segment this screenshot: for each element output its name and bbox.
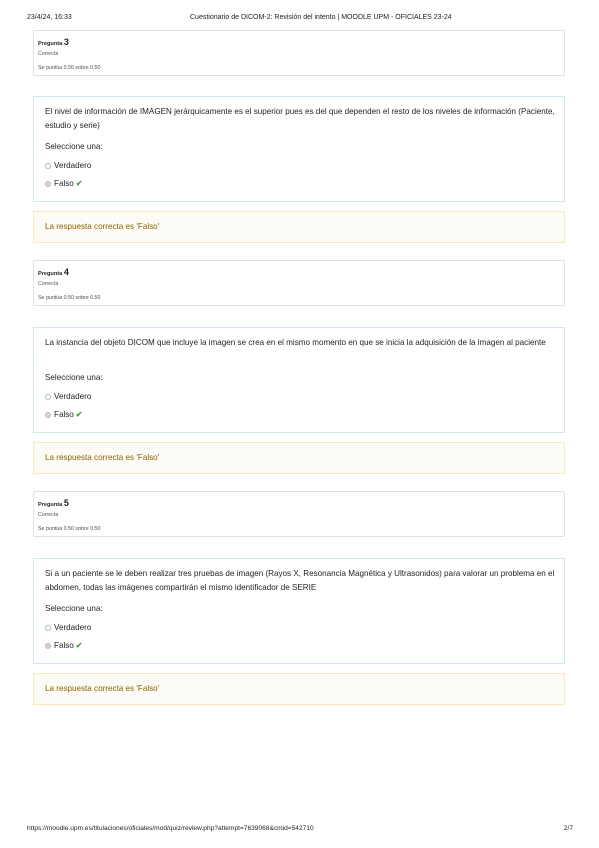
question-info-5: [33, 491, 565, 537]
page-number: 2/7: [563, 825, 573, 832]
correct-check-icon: ✔: [75, 641, 83, 650]
question-text: Si a un paciente se le deben realizar tres pruebas de imagen (Rayos X, Resonancia Magnética y Ultrasonidos) para valorar un problema en el abdomen, todas las imágenes compartirán el mismo identificador de SERIE: [45, 569, 555, 592]
question-text: El nivel de información de IMAGEN jerárquicamente es el superior pues es del que dependen el resto de los niveles de información (Paciente, estudio y serie): [45, 107, 555, 130]
option-verdadero[interactable]: [45, 161, 91, 170]
question-info-3: [33, 30, 565, 76]
correct-check-icon: ✔: [75, 179, 83, 188]
question-number: Pregunta 5: [38, 498, 69, 508]
option-label: Verdadero: [54, 161, 92, 170]
question-content-4: [33, 327, 565, 433]
question-state: Correcta: [38, 512, 59, 518]
question-content-5: [33, 558, 565, 664]
option-label: Verdadero: [54, 392, 92, 401]
correct-check-icon: ✔: [75, 410, 83, 419]
right-answer-feedback-4: [33, 442, 565, 474]
right-answer-text: La respuesta correcta es 'Falso': [45, 453, 160, 462]
print-title: Cuestionario de DICOM-2: Revisión del intento | MOODLE UPM - OFICIALES 23-24: [190, 14, 452, 21]
question-info-4: [33, 260, 565, 306]
question-number: Pregunta 4: [38, 267, 69, 277]
option-label: Falso: [54, 179, 74, 188]
radio-icon[interactable]: [45, 625, 51, 631]
answer-prompt: Seleccione una:: [45, 604, 103, 613]
option-falso[interactable]: [45, 179, 83, 188]
question-text: La instancia del objeto DICOM que incluye la imagen se crea en el mismo momento en que se inicia la adquisición de la imagen al paciente: [45, 338, 546, 347]
radio-checked-icon[interactable]: [45, 643, 51, 649]
question-grade: Se puntúa 0.50 sobre 0.50: [38, 526, 101, 532]
radio-checked-icon[interactable]: [45, 181, 51, 187]
question-state: Correcta: [38, 281, 59, 287]
option-label: Verdadero: [54, 623, 92, 632]
radio-icon[interactable]: [45, 163, 51, 169]
answer-prompt: Seleccione una:: [45, 142, 103, 151]
question-number: Pregunta 3: [38, 37, 69, 47]
question-number-value: 5: [63, 498, 69, 508]
option-verdadero[interactable]: [45, 392, 91, 401]
print-url[interactable]: https://moodle.upm.es/titulaciones/oficiales/mod/quiz/review.php?attempt=7639068&cmid=542710: [27, 825, 314, 832]
question-number-value: 4: [63, 267, 69, 277]
question-grade: Se puntúa 0.50 sobre 0.50: [38, 65, 101, 71]
answer-prompt: Seleccione una:: [45, 373, 103, 382]
right-answer-text: La respuesta correcta es 'Falso': [45, 684, 160, 693]
right-answer-feedback-5: [33, 673, 565, 705]
option-label: Falso: [54, 410, 74, 419]
option-label: Falso: [54, 641, 74, 650]
question-content-3: [33, 96, 565, 202]
question-number-value: 3: [63, 37, 69, 47]
option-falso[interactable]: [45, 641, 83, 650]
print-date: 23/4/24, 16:33: [27, 14, 72, 21]
radio-icon[interactable]: [45, 394, 51, 400]
option-falso[interactable]: [45, 410, 83, 419]
question-state: Correcta: [38, 51, 59, 57]
right-answer-feedback-3: [33, 211, 565, 243]
right-answer-text: La respuesta correcta es 'Falso': [45, 222, 160, 231]
question-grade: Se puntúa 0.50 sobre 0.50: [38, 295, 101, 301]
option-verdadero[interactable]: [45, 623, 91, 632]
radio-checked-icon[interactable]: [45, 412, 51, 418]
